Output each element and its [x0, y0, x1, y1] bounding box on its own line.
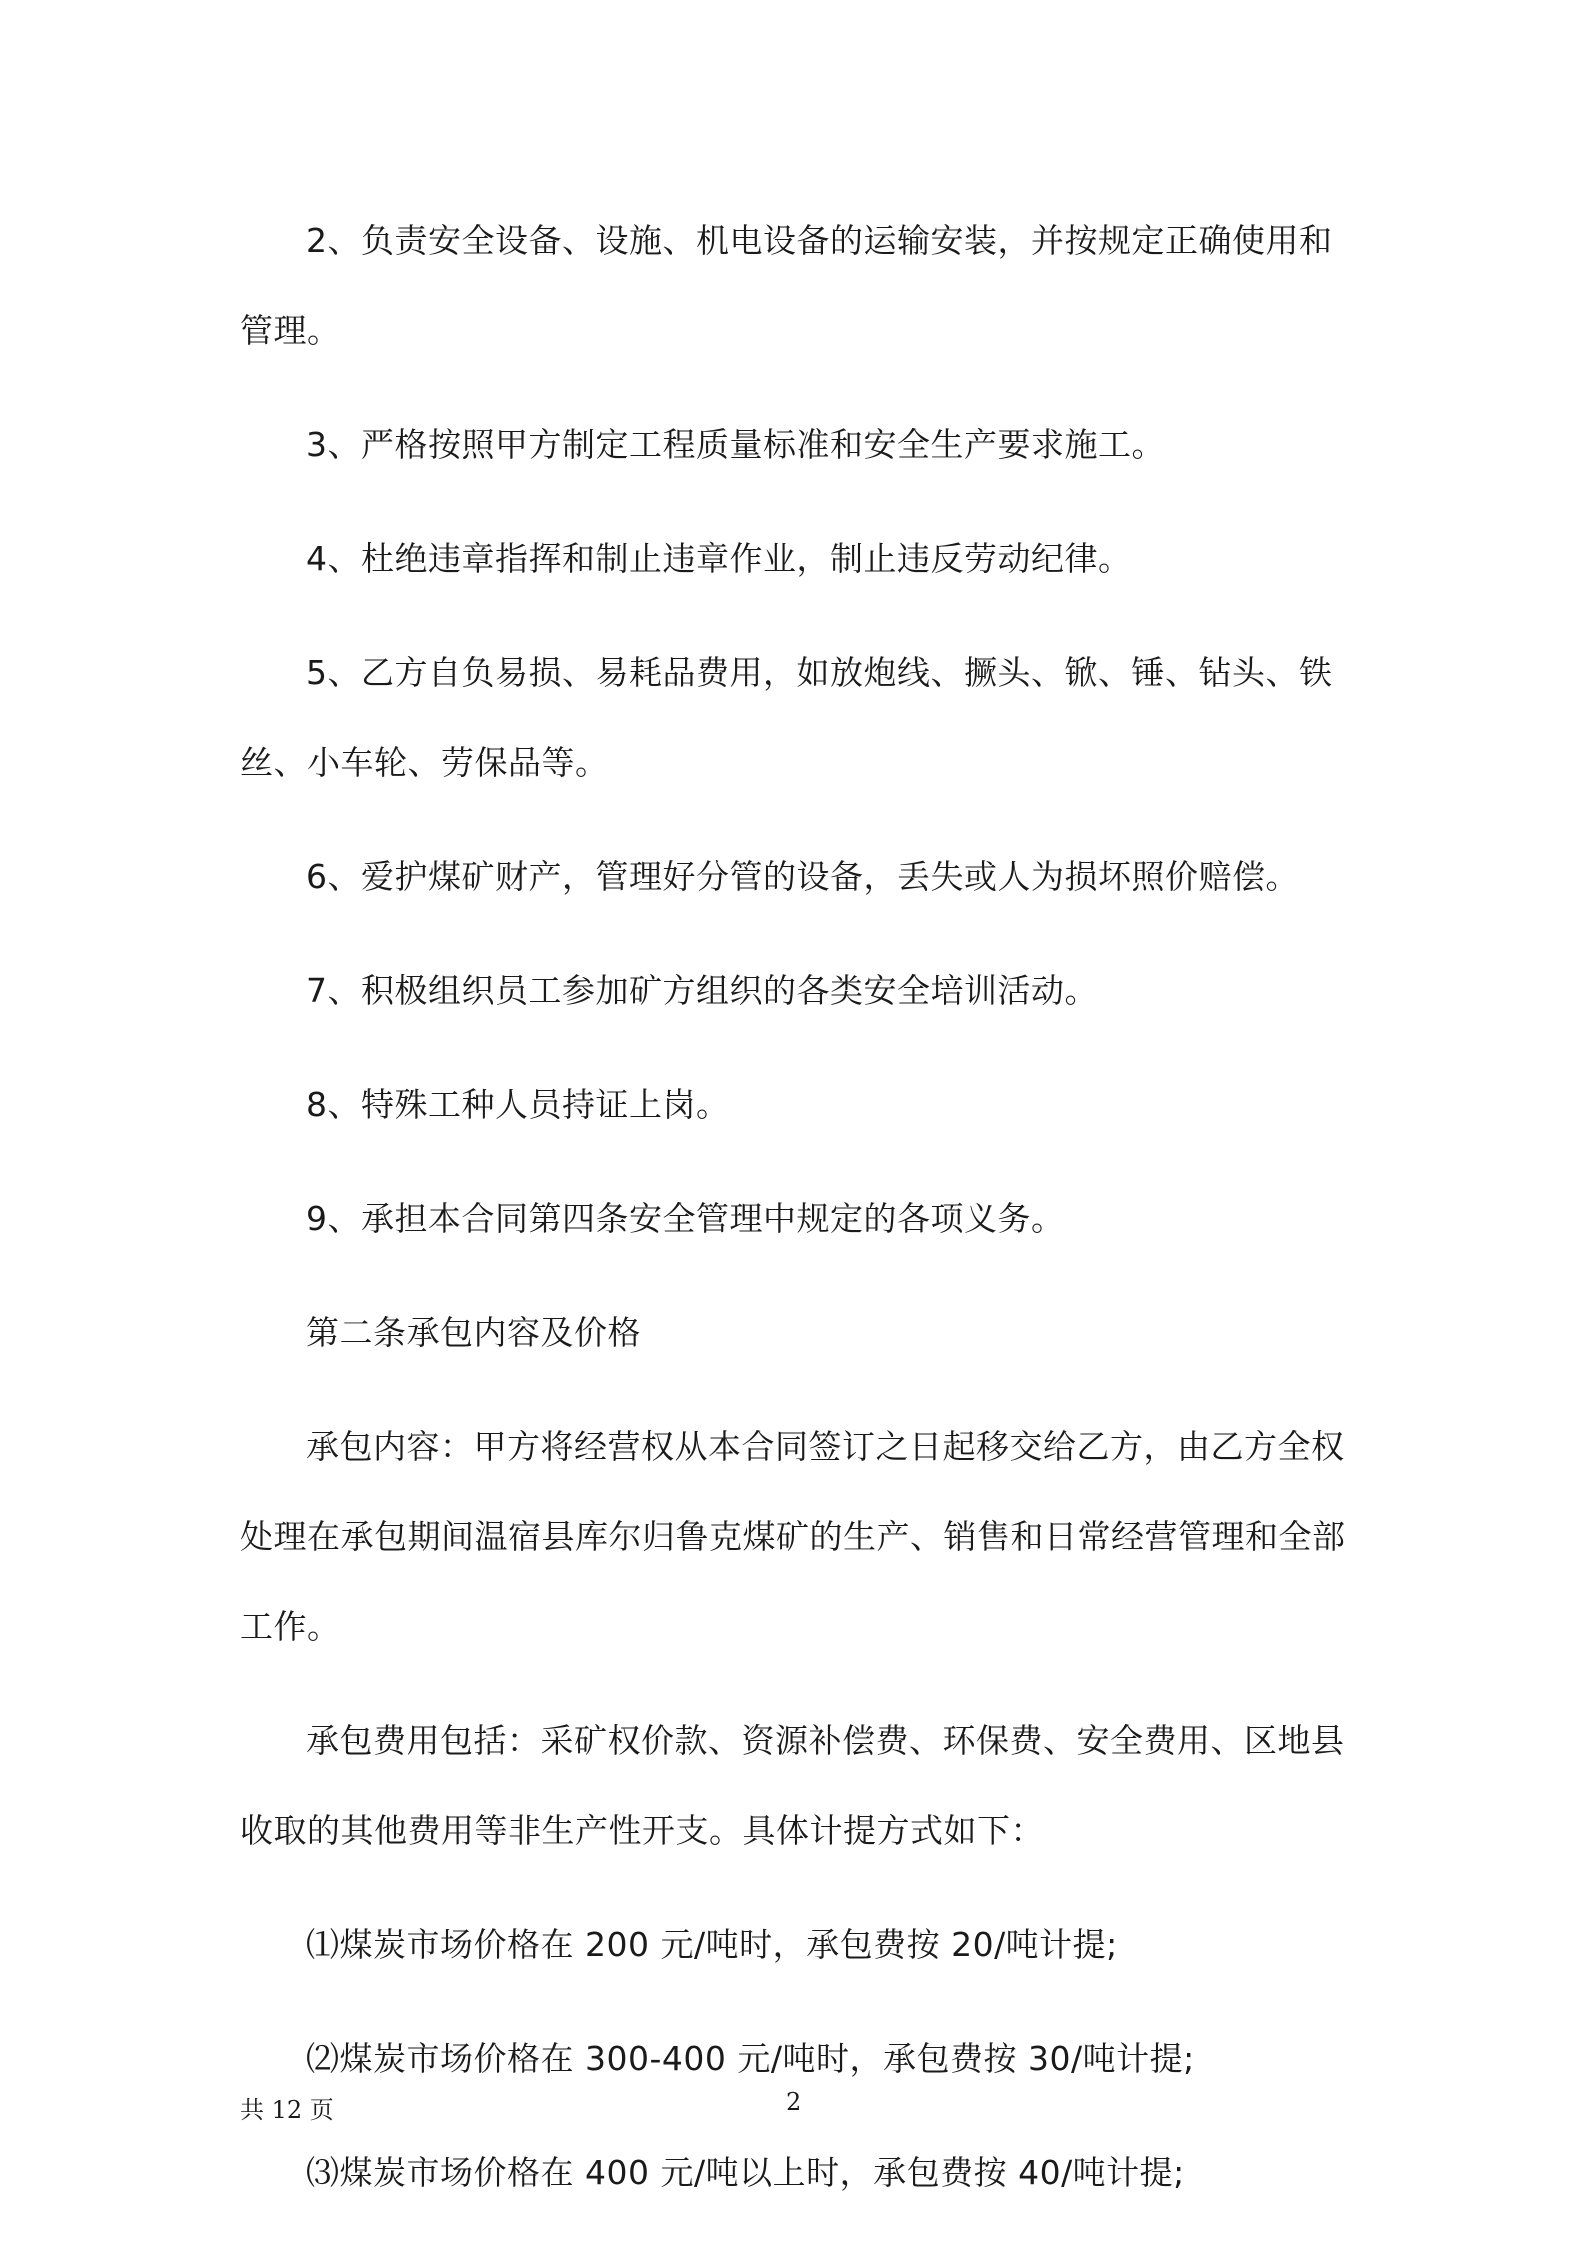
paragraph-item-4: 4、杜绝违章指挥和制止违章作业，制止违反劳动纪律。 [306, 539, 1132, 578]
paragraph-item-3: 3、严格按照甲方制定工程质量标准和安全生产要求施工。 [306, 425, 1165, 464]
fee-rule-3: ⑶煤炭市场价格在 400 元/吨以上时，承包费按 40/吨计提; [306, 2153, 1185, 2192]
total-pages-label: 共 12 页 [240, 2096, 334, 2124]
paragraph-item-7: 7、积极组织员工参加矿方组织的各类安全培训活动。 [306, 971, 1098, 1010]
paragraph-item-6: 6、爱护煤矿财产，管理好分管的设备，丢失或人为损坏照价赔偿。 [306, 857, 1299, 896]
paragraph-item-8: 8、特殊工种人员持证上岗。 [306, 1085, 730, 1124]
section-heading: 第二条承包内容及价格 [306, 1313, 641, 1352]
paragraph-item-2: 2、负责安全设备、设施、机电设备的运输安装，并按规定正确使用和管理。 [240, 221, 1333, 350]
paragraph-item-9: 9、承担本合同第四条安全管理中规定的各项义务。 [306, 1199, 1065, 1238]
page-number: 2 [786, 2088, 802, 2116]
paragraph-item-5: 5、乙方自负易损、易耗品费用，如放炮线、撅头、锨、锤、钻头、铁丝、小车轮、劳保品等。 [240, 653, 1333, 782]
contract-fee-paragraph: 承包费用包括：采矿权价款、资源补偿费、环保费、安全费用、区地县收取的其他费用等非生产性开支。具体计提方式如下： [240, 1721, 1345, 1850]
contract-scope-paragraph: 承包内容：甲方将经营权从本合同签订之日起移交给乙方，由乙方全权处理在承包期间温宿县库尔归鲁克煤矿的生产、销售和日常经营管理和全部工作。 [240, 1427, 1346, 1646]
fee-rule-1: ⑴煤炭市场价格在 200 元/吨时，承包费按 20/吨计提; [306, 1925, 1118, 1964]
fee-rule-2: ⑵煤炭市场价格在 300-400 元/吨时，承包费按 30/吨计提; [306, 2039, 1195, 2078]
document-body [240, 196, 1360, 2242]
